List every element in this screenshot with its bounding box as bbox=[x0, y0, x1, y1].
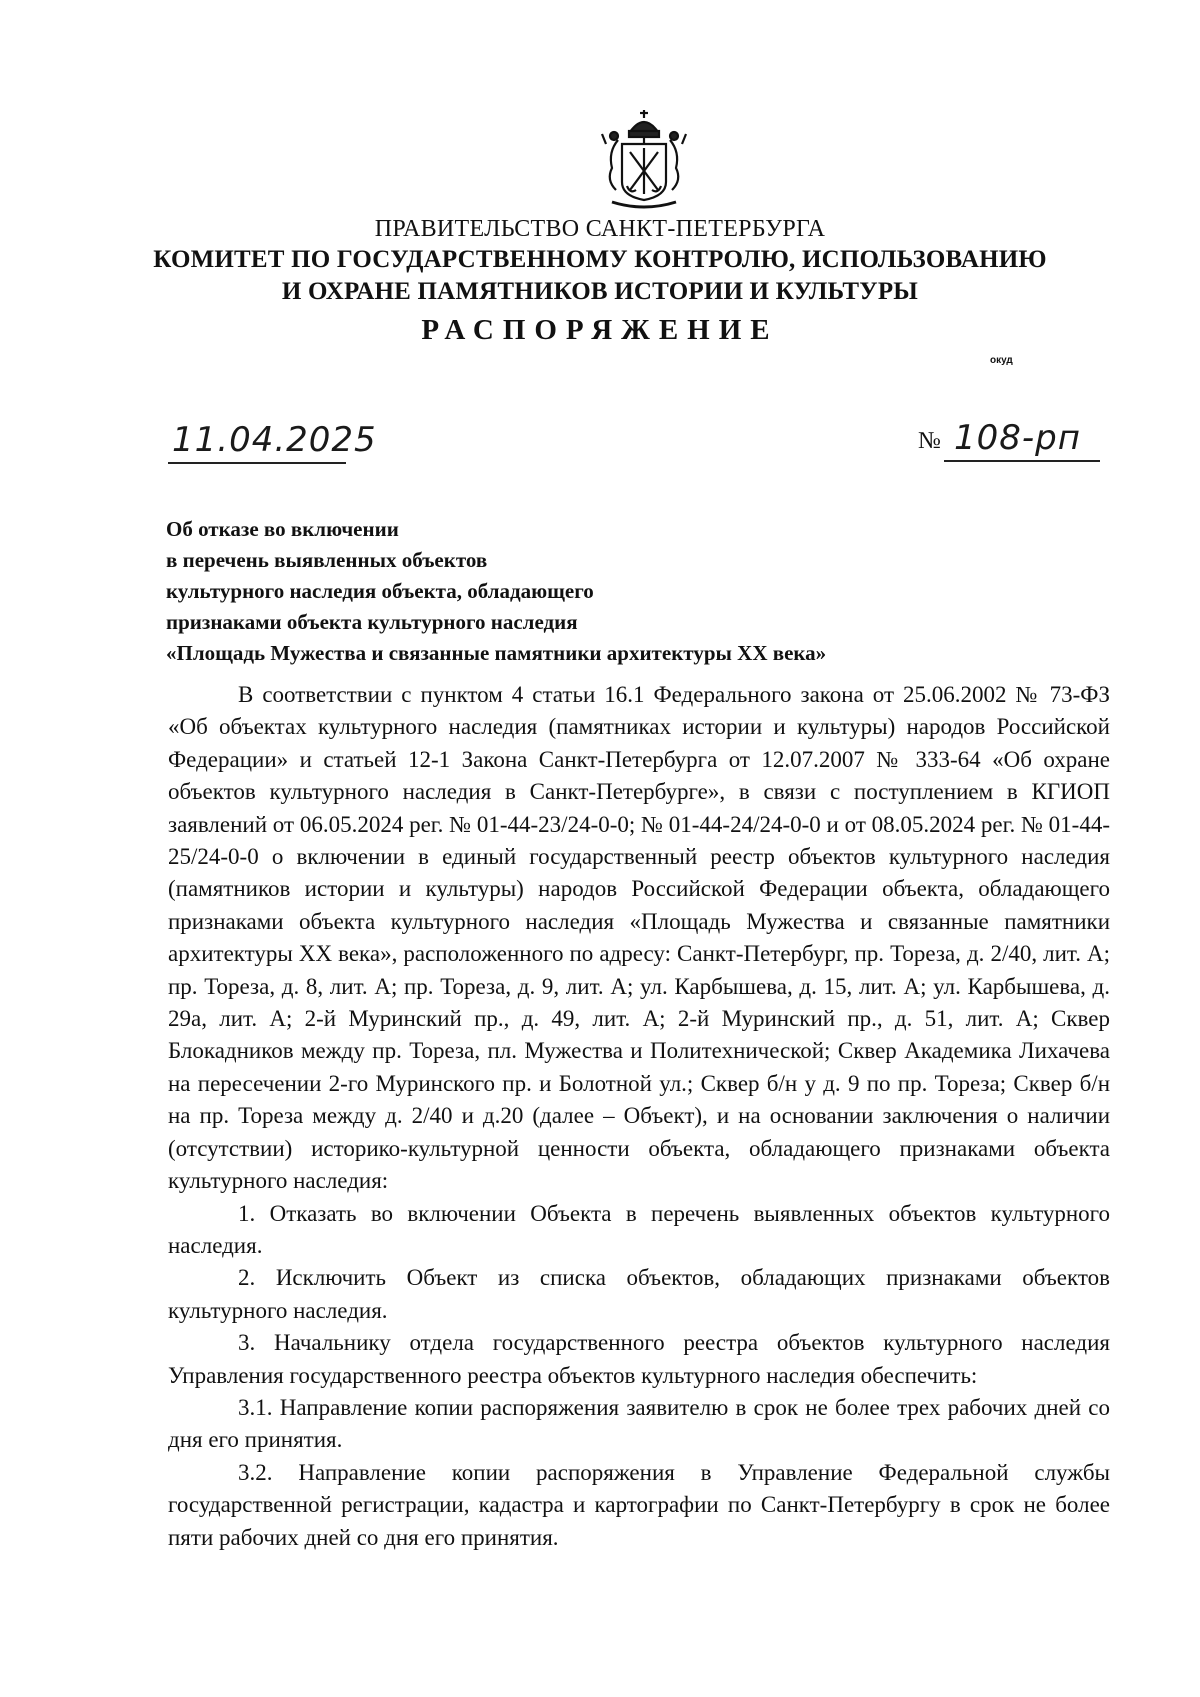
saint-petersburg-coat-of-arms-icon bbox=[594, 104, 694, 216]
order-item-3-1: 3.1. Направление копии распоряжения заявителю в срок не более трех рабочих дней со дня его принятия. bbox=[168, 1394, 1110, 1453]
number-label: № bbox=[918, 428, 941, 454]
document-type-title: РАСПОРЯЖЕНИЕ bbox=[421, 314, 779, 346]
document-number: 108-рп bbox=[954, 418, 1081, 458]
document-subject bbox=[166, 514, 1066, 669]
order-item-3-2: 3.2. Направление копии распоряжения в Управление Федеральной службы государственной регистрации, кадастра и картографии по Санкт-Петербургу в срок не более пяти рабочих дней со дня его принятия. bbox=[168, 1459, 1110, 1550]
order-item-2: 2. Исключить Объект из списка объектов, обладающих признаками объектов культурного наследия. bbox=[168, 1265, 1110, 1323]
date-underline bbox=[168, 462, 346, 464]
subject-line: Об отказе во включении bbox=[166, 517, 399, 541]
document-number-field bbox=[944, 418, 1100, 464]
government-name: ПРАВИТЕЛЬСТВО САНКТ-ПЕТЕРБУРГА bbox=[374, 216, 826, 242]
number-underline bbox=[944, 460, 1100, 462]
order-item-3: 3. Начальнику отдела государственного реестра объектов культурного наследия Управления государственного реестра объектов культурного наследия обеспечить: bbox=[168, 1330, 1110, 1388]
okud-label: окуд bbox=[990, 355, 1013, 366]
subject-line: в перечень выявленных объектов bbox=[166, 548, 488, 572]
document-date: 11.04.2025 bbox=[172, 420, 377, 460]
committee-name-line-2: И ОХРАНЕ ПАМЯТНИКОВ ИСТОРИИ И КУЛЬТУРЫ bbox=[281, 278, 919, 305]
subject-line: культурного наследия объекта, обладающего bbox=[166, 579, 594, 603]
order-item-1: 1. Отказать во включении Объекта в перечень выявленных объектов культурного наследия. bbox=[168, 1200, 1110, 1258]
document-body bbox=[168, 679, 1110, 1554]
subject-line: признаками объекта культурного наследия bbox=[166, 610, 578, 634]
committee-name-line-1: КОМИТЕТ ПО ГОСУДАРСТВЕННОМУ КОНТРОЛЮ, ИСПОЛЬЗОВАНИЮ bbox=[153, 246, 1047, 273]
document-date-field bbox=[168, 420, 377, 464]
preamble-paragraph: В соответствии с пунктом 4 статьи 16.1 Федерального закона от 25.06.2002 № 73-ФЗ «Об объектах культурного наследия (памятниках истории и культуры) народов Российской Федерации» и статьей 12-1 Закона Санкт-Петербурга от 12.07.2007 № 333-64 «Об охране объектов культурного наследия в Санкт-Петербурге», в связи с поступлением в КГИОП заявлений от 06.05.2024 рег. № 01-44-23/24-0-0; № 01-44-24/24-0-0 и от 08.05.2024 рег. № 01-44-25/24-0-0 о включении в единый государственный реестр объектов культурного наследия (памятников истории и культуры) народов Российской Федерации объекта, обладающего признаками объекта культурного наследия «Площадь Мужества и связанные памятники архитектуры ХХ века», расположенного по адресу: Санкт-Петербург, пр. Тореза, д. 2/40, лит. А; пр. Тореза, д. 8, лит. А; пр. Тореза, д. 9, лит. А; ул. Карбышева, д. 15, лит. А; ул. Карбышева, д. 29а, лит. А; 2-й Муринский пр., д. 49, лит. А; 2-й Муринский пр., д. 51, лит. А; Сквер Блокадников между пр. Тореза, пл. Мужества и Политехнической; Сквер Академика Лихачева на пересечении 2-го Муринского пр. и Болотной ул.; Сквер б/н у д. 9 по пр. Тореза; Сквер б/н на пр. Тореза между д. 2/40 и д.20 (далее – Объект), и на основании заключения о наличии (отсутствии) историко-культурной ценности объекта, обладающего признаками объекта культурного наследия: bbox=[168, 682, 1110, 1194]
subject-line: «Площадь Мужества и связанные памятники архитектуры ХХ века» bbox=[166, 641, 827, 665]
